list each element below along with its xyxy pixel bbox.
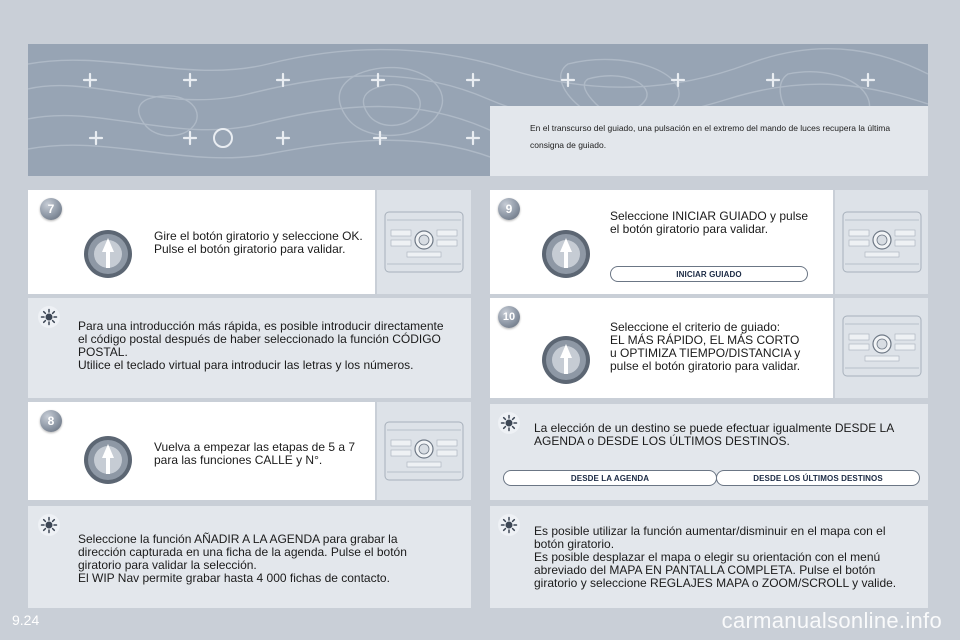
radio-unit-icon	[835, 190, 928, 294]
rotary-knob-icon	[80, 202, 146, 282]
sun-tip-icon	[40, 308, 58, 326]
step-8-badge	[40, 410, 62, 432]
step-7-number: 7	[47, 202, 55, 216]
step-9-knob	[538, 202, 604, 287]
desde-ultimos-destinos-button[interactable]	[716, 470, 920, 486]
rotary-knob-icon	[538, 308, 604, 388]
desde-la-agenda-label: DESDE LA AGENDA	[570, 473, 650, 483]
tip-map-icon	[498, 514, 520, 536]
desde-la-agenda-button[interactable]	[503, 470, 717, 486]
step-7-text: Gire el botón giratorio y seleccione OK. Pulse el botón giratorio para validar.	[154, 229, 363, 256]
tip-postal-code-text: Para una introducción más rápida, es posible introducir directamente el código postal después de haber seleccionado la función CÓDIGO POSTAL. Utilice el teclado virtual para introducir las letras y los números.	[78, 319, 444, 372]
step-10-number: 10	[502, 311, 516, 323]
step-10-badge	[498, 306, 520, 328]
step-9-number: 9	[505, 202, 513, 216]
radio-unit-icon	[377, 190, 471, 294]
radio-unit-9	[835, 190, 928, 294]
step-10-knob	[538, 308, 604, 393]
iniciar-guiado-button[interactable]	[610, 266, 808, 282]
radio-unit-8	[377, 402, 471, 500]
step-9-text: Seleccione INICIAR GUIADO y pulse el botón giratorio para validar.	[610, 209, 809, 236]
header-note-text: En el transcurso del guiado, una pulsación en el extremo del mando de luces recupera la última consigna de guiado.	[530, 123, 891, 150]
step-8-text: Vuelva a empezar las etapas de 5 a 7 para las funciones CALLE y N°.	[154, 440, 356, 467]
desde-ultimos-destinos-label: DESDE LOS ÚLTIMOS DESTINOS	[753, 473, 883, 483]
step-7-badge	[40, 198, 62, 220]
tip-destination-icon	[498, 412, 520, 434]
step-8-number: 8	[47, 414, 55, 428]
sun-tip-icon	[500, 414, 518, 432]
rotary-knob-icon	[80, 408, 146, 488]
header-note	[490, 106, 928, 176]
tip-postal-code-icon	[38, 306, 60, 328]
radio-unit-icon	[835, 298, 928, 398]
page-number: 9.24	[12, 612, 40, 628]
step-9-badge	[498, 198, 520, 220]
step-8-knob	[80, 408, 146, 493]
tip-destination-text: La elección de un destino se puede efectuar igualmente DESDE LA AGENDA o DESDE LOS ÚLTIMOS DESTINOS.	[534, 421, 895, 448]
sun-tip-icon	[500, 516, 518, 534]
tip-agenda-text: Seleccione la función AÑADIR A LA AGENDA para grabar la dirección capturada en una ficha de la agenda. Pulse el botón giratorio para validar la selección. El WIP Nav permite grabar hasta 4 000 fichas de contacto.	[78, 532, 407, 585]
step-7-knob	[80, 202, 146, 287]
header-map-banner	[28, 44, 928, 176]
radio-unit-icon	[377, 402, 471, 500]
tip-agenda-icon	[38, 514, 60, 536]
rotary-knob-icon	[538, 202, 604, 282]
radio-unit-7	[377, 190, 471, 294]
step-10-text: Seleccione el criterio de guiado: EL MÁS RÁPIDO, EL MÁS CORTO u OPTIMIZA TIEMPO/DISTANCIA y pulse el botón giratorio para validar.	[610, 320, 801, 373]
watermark: carmanualsonline.info	[721, 608, 942, 633]
tip-map-text: Es posible utilizar la función aumentar/disminuir en el mapa con el botón giratorio. Es posible desplazar el mapa o elegir su orientación con el menú abreviado del MAPA EN PANTALLA COMPLETA. Pulse el botón giratorio y seleccione REGLAJES MAPA o ZOOM/SCROLL y valide.	[534, 524, 897, 590]
iniciar-guiado-label: INICIAR GUIADO	[676, 269, 742, 279]
radio-unit-10	[835, 298, 928, 398]
sun-tip-icon	[40, 516, 58, 534]
